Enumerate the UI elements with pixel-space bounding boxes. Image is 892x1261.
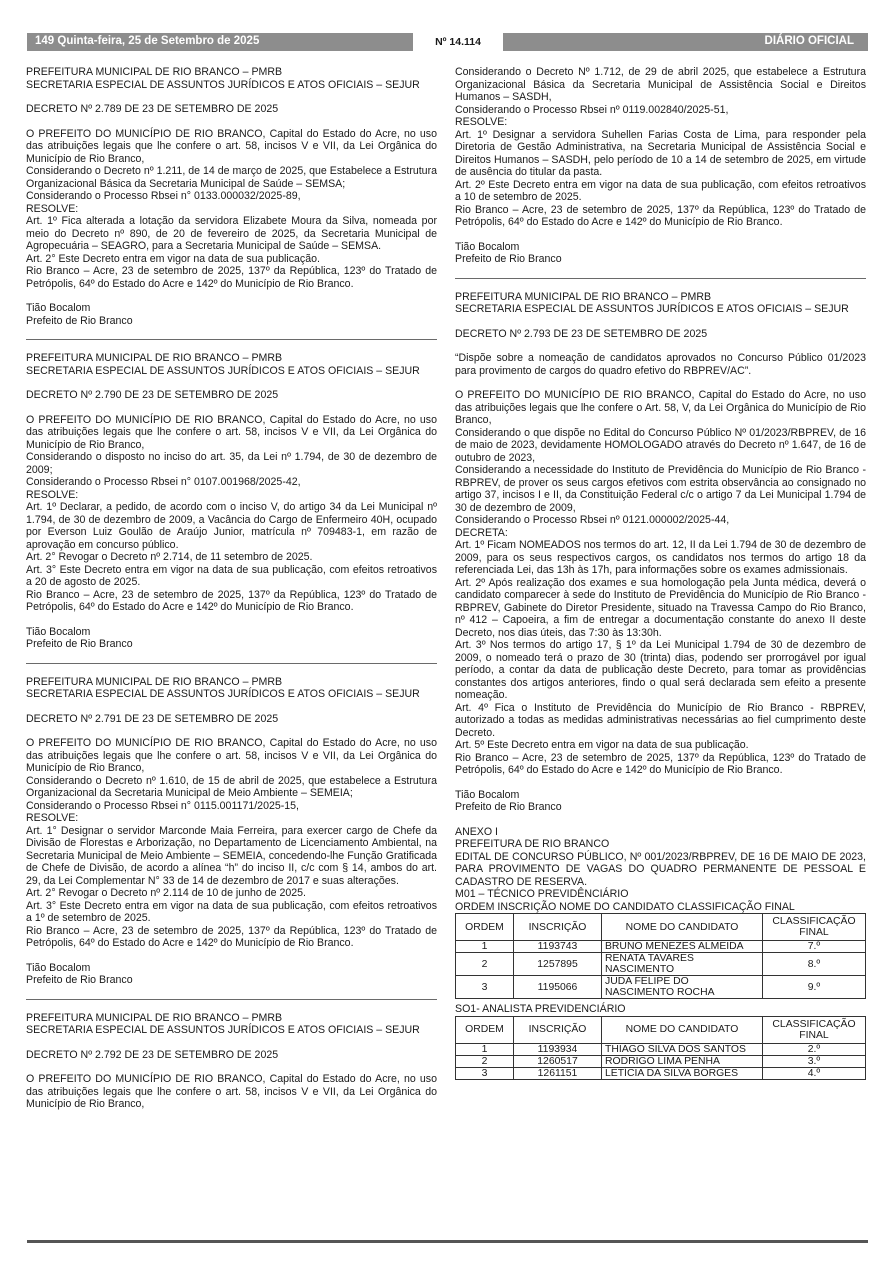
org-name: PREFEITURA MUNICIPAL DE RIO BRANCO – PMRB xyxy=(26,1011,283,1024)
table-row xyxy=(456,1055,866,1067)
cell-registration: 1195066 xyxy=(514,976,602,999)
candidates-table-so1 xyxy=(455,1016,866,1080)
paragraph: Art. 5º Este Decreto entra em vigor na data de sua publicação. xyxy=(455,739,749,751)
cell-registration: 1193743 xyxy=(514,941,602,953)
org-name: PREFEITURA MUNICIPAL DE RIO BRANCO – PMRB xyxy=(26,352,283,364)
paragraph: Rio Branco – Acre, 23 de setembro de 2025, 137º da República, 123º do Tratado de Petrópolis, 64º do Estado do Acre e 142º do Município de Rio Branco. xyxy=(26,588,437,613)
cell-name: RODRIGO LIMA PENHA xyxy=(602,1055,763,1067)
signer-name: Tião Bocalom xyxy=(455,240,520,253)
cell-order: 3 xyxy=(456,976,514,999)
page-date: 149 Quinta-feira, 25 de Setembro de 2025 xyxy=(35,35,260,47)
divider xyxy=(455,278,866,279)
table-row xyxy=(456,953,866,976)
paragraph: DECRETA: xyxy=(455,526,508,539)
paragraph: Considerando o Processo Rbsei n° 0115.001171/2025-15, xyxy=(26,799,299,812)
paragraph: RESOLVE: xyxy=(455,116,508,128)
footer-rule xyxy=(27,1240,868,1243)
cell-order: 1 xyxy=(456,941,514,953)
paragraph: Art. 2º Este Decreto entra em vigor na data de sua publicação, com efeitos retroativos a 10 de setembro de 2025. xyxy=(455,178,866,203)
paragraph: Art. 1º Declarar, a pedido, de acordo com o inciso V, do artigo 34 da Lei Municipal nº 1.794, de 30 de dezembro de 2009, a Vacância do Cargo de Enfermeiro 40H, ocupado por Everson Luiz Goulão de Araújo Junior, matrícula nº 709483-1, em razão de aprovação em concurso público. xyxy=(26,501,437,551)
decree-2789 xyxy=(26,66,437,327)
col-header: CLASSIFICAÇÃO FINAL xyxy=(763,914,866,941)
paragraph: Considerando o disposto no inciso do art. 35, da Lei nº 1.794, de 30 de dezembro de 2009; xyxy=(26,451,437,476)
paragraph: O PREFEITO DO MUNICÍPIO DE RIO BRANCO, Capital do Estado do Acre, no uso das atribuições legais que lhe confere o art. 58, incisos V e VII, da Lei Orgânica do Município de Rio Branco, xyxy=(26,1073,437,1110)
cell-name: RENATA TAVARES NASCIMENTO xyxy=(602,953,763,976)
cell-name: LETÍCIA DA SILVA BORGES xyxy=(602,1067,763,1079)
paragraph: Art. 2º Após realização dos exames e sua homologação pela Junta médica, deverá o candidato comparecer à sede do Instituto de Previdência do Município de Rio Branco - RBPREV, Gabinete do Diretor Presidente, situado na Travessa Campo do Rio Branco, nº 412 – Capoeira, a fim de entregar a documentação constante do anexo II deste Decreto, nos dias úteis, das 7:30 às 13:30h. xyxy=(455,576,866,639)
cell-order: 3 xyxy=(456,1067,514,1079)
decree-2790 xyxy=(26,352,437,651)
signer-role: Prefeito de Rio Branco xyxy=(455,801,562,813)
table-header-row xyxy=(456,914,866,941)
org-secretariat: SECRETARIA ESPECIAL DE ASSUNTOS JURÍDICOS E ATOS OFICIAIS – SEJUR xyxy=(26,1024,420,1036)
cell-registration: 1261151 xyxy=(514,1067,602,1079)
cell-name: JUDA FELIPE DO NASCIMENTO ROCHA xyxy=(602,976,763,999)
page-header xyxy=(27,33,868,51)
paragraph: Art. 2° Revogar o Decreto nº 2.714, de 11 setembro de 2025. xyxy=(26,551,313,563)
paragraph: Art. 2° Revogar o Decreto nº 2.114 de 10 de junho de 2025. xyxy=(26,887,307,899)
paragraph: Art. 2° Este Decreto entra em vigor na data de sua publicação. xyxy=(26,252,320,265)
candidates-table-m01 xyxy=(455,913,866,999)
decree-2792 xyxy=(26,1012,437,1111)
table-header-row xyxy=(456,1016,866,1043)
paragraph: Rio Branco – Acre, 23 de setembro de 2025, 137º da República, 123º do Tratado de Petrópolis, 64º do Estado do Acre e 142º do Município de Rio Branco. xyxy=(26,265,437,290)
annex-columns-line: ORDEM INSCRIÇÃO NOME DO CANDIDATO CLASSIFICAÇÃO FINAL xyxy=(455,900,795,913)
decree-title: DECRETO Nº 2.790 DE 23 DE SETEMBRO DE 2025 xyxy=(26,389,279,401)
decree-title: DECRETO Nº 2.789 DE 23 DE SETEMBRO DE 2025 xyxy=(26,103,279,115)
right-column xyxy=(455,66,866,1080)
edition-number: Nº 14.114 xyxy=(413,33,503,51)
cell-registration: 1257895 xyxy=(514,953,602,976)
table-row xyxy=(456,1067,866,1079)
signer-name: Tião Bocalom xyxy=(26,961,91,974)
signer-role: Prefeito de Rio Branco xyxy=(455,253,562,265)
org-secretariat: SECRETARIA ESPECIAL DE ASSUNTOS JURÍDICOS E ATOS OFICIAIS – SEJUR xyxy=(455,303,849,315)
paragraph: Considerando o Processo Rbsei nº 0121.000002/2025-44, xyxy=(455,514,730,526)
col-header: ORDEM xyxy=(456,914,514,941)
decree-2791 xyxy=(26,676,437,987)
annex-title: ANEXO I xyxy=(455,825,498,838)
table-row xyxy=(456,976,866,999)
paragraph: RESOLVE: xyxy=(26,488,79,501)
paragraph: Considerando o Processo Rbsei n° 0107.001968/2025-42, xyxy=(26,476,301,488)
decree-title: DECRETO Nº 2.793 DE 23 DE SETEMBRO DE 2025 xyxy=(455,327,708,340)
col-header: INSCRIÇÃO xyxy=(514,1016,602,1043)
table-row xyxy=(456,1043,866,1055)
paragraph: O PREFEITO DO MUNICÍPIO DE RIO BRANCO, Capital do Estado do Acre, no uso das atribuições legais que lhe confere o art. 58, incisos V e VII, da Lei Orgânica do Município de Rio Branco, xyxy=(26,127,437,165)
annex-edital: EDITAL DE CONCURSO PÚBLICO, Nº 001/2023/RBPREV, DE 16 DE MAIO DE 2023, PARA PROVIMENTO DE VAGAS DO QUADRO PERMANENTE DE PESSOAL E CADASTRO DE RESERVA. xyxy=(455,850,866,888)
cell-order: 2 xyxy=(456,953,514,976)
paragraph: O PREFEITO DO MUNICÍPIO DE RIO BRANCO, Capital do Estado do Acre, no uso das atribuições legais que lhe confere o art. 58, incisos V e VII, da Lei Orgânica do Município de Rio Branco, xyxy=(26,413,437,451)
cell-name: THIAGO SILVA DOS SANTOS xyxy=(602,1043,763,1055)
org-name: PREFEITURA MUNICIPAL DE RIO BRANCO – PMRB xyxy=(26,675,283,688)
signer-name: Tião Bocalom xyxy=(26,625,91,638)
cell-registration: 1260517 xyxy=(514,1055,602,1067)
annex-position-so1: SO1- ANALISTA PREVIDENCIÁRIO xyxy=(455,1003,626,1015)
divider xyxy=(26,663,437,664)
paragraph: Art. 3º Nos termos do artigo 17, § 1º da Lei Municipal 1.794 de 30 de dezembro de 2009, o nomeado terá o prazo de 30 (trinta) dias, podendo ser prorrogável por igual período, a contar da data de publicação deste Decreto, para tomar as providências constantes dos artigos anteriores, findo o qual será declarada sem efeito a presente nomeação. xyxy=(455,639,866,701)
org-secretariat: SECRETARIA ESPECIAL DE ASSUNTOS JURÍDICOS E ATOS OFICIAIS – SEJUR xyxy=(26,78,420,91)
cell-order: 2 xyxy=(456,1055,514,1067)
paragraph: Art. 1° Designar o servidor Marconde Maia Ferreira, para exercer cargo de Chefe da Divisão de Florestas e Arborização, no Departamento de Licenciamento Ambiental, na Secretaria Municipal de Meio Ambiente – SEMEIA, concedendo-lhe Função Gratificada de Chefe de Divisão, de acordo a alínea “h” do inciso II, c/c com § 14, ambos do art. 29, da Lei Complementar N° 33 de 14 de dezembro de 2017 e suas alterações. xyxy=(26,824,437,887)
paragraph: RESOLVE: xyxy=(26,812,79,824)
paragraph: Considerando o Processo Rbsei n° 0133.000032/2025-89, xyxy=(26,190,301,202)
signer-role: Prefeito de Rio Branco xyxy=(26,638,133,650)
decree-title: DECRETO Nº 2.792 DE 23 DE SETEMBRO DE 2025 xyxy=(26,1048,279,1061)
col-header: CLASSIFICAÇÃO FINAL xyxy=(763,1016,866,1043)
annex-org: PREFEITURA DE RIO BRANCO xyxy=(455,838,610,850)
decree-2793 xyxy=(455,291,866,1080)
decree-summary: “Dispõe sobre a nomeação de candidatos aprovados no Concurso Público 01/2023 para provimento de cargos do quadro efetivo do RBPREV/AC”. xyxy=(455,352,866,377)
paragraph: Art. 3° Este Decreto entra em vigor na data de sua publicação, com efeitos retroativos a 20 de agosto de 2025. xyxy=(26,563,437,588)
paragraph: Considerando o Decreto nº 1.610, de 15 de abril de 2025, que estabelece a Estrutura Organizacional da Secretaria Municipal de Meio Ambiente – SEMEIA; xyxy=(26,774,437,799)
signer-name: Tião Bocalom xyxy=(455,788,520,801)
signer-role: Prefeito de Rio Branco xyxy=(26,314,133,327)
cell-rank: 7.º xyxy=(763,941,866,953)
signer-name: Tião Bocalom xyxy=(26,302,91,314)
paragraph: O PREFEITO DO MUNICÍPIO DE RIO BRANCO, Capital do Estado do Acre, no uso das atribuições legais que lhe confere o art. 58, incisos V e VII, da Lei Orgânica do Município de Rio Branco, xyxy=(26,737,437,774)
table-row xyxy=(456,941,866,953)
org-name: PREFEITURA MUNICIPAL DE RIO BRANCO – PMRB xyxy=(26,66,283,78)
cell-name: BRUNO MENEZES ALMEIDA xyxy=(602,941,763,953)
paragraph: Art. 1º Ficam NOMEADOS nos termos do art. 12, II da Lei 1.794 de 30 de dezembro de 2009, para os seus respectivos cargos, os candidatos nos termos do artigo 18 da referenciada Lei, das 13h às 17h, para informações sobre os exames admissionais. xyxy=(455,539,866,576)
paragraph: Considerando o que dispõe no Edital do Concurso Público Nº 01/2023/RBPREV, de 16 de maio de 2023, devidamente HOMOLOGADO através do Decreto nº 1.647, de 16 de outubro de 2023, xyxy=(455,426,866,464)
cell-rank: 8.º xyxy=(763,953,866,976)
paragraph: Rio Branco – Acre, 23 de setembro de 2025, 137º da República, 123º do Tratado de Petrópolis, 64º do Estado do Acre e 142º do Município de Rio Branco. xyxy=(26,924,437,949)
divider xyxy=(26,999,437,1000)
cell-rank: 4.º xyxy=(763,1067,866,1079)
org-secretariat: SECRETARIA ESPECIAL DE ASSUNTOS JURÍDICOS E ATOS OFICIAIS – SEJUR xyxy=(26,364,420,377)
paragraph: Rio Branco – Acre, 23 de setembro de 2025, 137º da República, 123º do Tratado de Petrópolis, 64º do Estado do Acre e 142º do Município de Rio Branco. xyxy=(455,751,866,776)
cell-rank: 3.º xyxy=(763,1055,866,1067)
signer-role: Prefeito de Rio Branco xyxy=(26,974,133,986)
col-header: INSCRIÇÃO xyxy=(514,914,602,941)
cell-rank: 9.º xyxy=(763,976,866,999)
paragraph: Art. 1º Fica alterada a lotação da servidora Elizabete Moura da Silva, nomeada por meio do Decreto nº 890, de 20 de fevereiro de 2025, da Secretaria Municipal de Agropecuária – SEAGRO, para a Secretaria Municipal de Saúde – SEMSA. xyxy=(26,215,437,252)
org-name: PREFEITURA MUNICIPAL DE RIO BRANCO – PMRB xyxy=(455,290,712,303)
paragraph: Art. 3° Este Decreto entra em vigor na data de sua publicação, com efeitos retroativos a 1º de setembro de 2025. xyxy=(26,899,437,924)
col-header: NOME DO CANDIDATO xyxy=(602,914,763,941)
paragraph: Considerando o Decreto Nº 1.712, de 29 de abril 2025, que estabelece a Estrutura Organizacional Básica da Secretaria Municipal de Assistência Social e Direitos Humanos – SASDH, xyxy=(455,66,866,103)
paragraph: Art. 4º Fica o Instituto de Previdência do Município de Rio Branco - RBPREV, autorizado a todas as medidas administrativas necessárias ao fiel cumprimento deste Decreto. xyxy=(455,701,866,739)
cell-registration: 1193934 xyxy=(514,1043,602,1055)
cell-rank: 2.º xyxy=(763,1043,866,1055)
journal-title: DIÁRIO OFICIAL xyxy=(764,35,854,47)
left-column xyxy=(26,66,437,1111)
col-header: NOME DO CANDIDATO xyxy=(602,1016,763,1043)
org-secretariat: SECRETARIA ESPECIAL DE ASSUNTOS JURÍDICOS E ATOS OFICIAIS – SEJUR xyxy=(26,688,420,700)
annex-position-m01: M01 – TÉCNICO PREVIDÊNCIÁRIO xyxy=(455,888,629,900)
cell-order: 1 xyxy=(456,1043,514,1055)
paragraph: Rio Branco – Acre, 23 de setembro de 2025, 137º da República, 123º do Tratado de Petrópolis, 64º do Estado do Acre e 142º do Município de Rio Branco. xyxy=(455,203,866,228)
decree-title: DECRETO Nº 2.791 DE 23 DE SETEMBRO DE 2025 xyxy=(26,712,279,725)
decree-2792-continued xyxy=(455,66,866,266)
paragraph: Considerando a necessidade do Instituto de Previdência do Município de Rio Branco - RBPREV, de prover os seus cargos efetivos com estrita observância ao consignado no artigo 37, incisos I e II, da Constituição Federal c/c o artigo 7 da Lei Municipal 1.794 de 30 de dezembro de 2009, xyxy=(455,464,866,514)
divider xyxy=(26,339,437,340)
paragraph: Art. 1º Designar a servidora Suhellen Farias Costa de Lima, para responder pela Diretoria de Gestão Administrativa, na Secretaria Municipal de Assistência Social e Direitos Humanos – SASDH, pelo período de 10 a 14 de setembro de 2025, em virtude de ausência do titular da pasta. xyxy=(455,128,866,178)
paragraph: Considerando o Decreto nº 1.211, de 14 de março de 2025, que Estabelece a Estrutura Organizacional Básica da Secretaria Municipal de Saúde – SEMSA; xyxy=(26,165,437,190)
col-header: ORDEM xyxy=(456,1016,514,1043)
paragraph: Considerando o Processo Rbsei nº 0119.002840/2025-51, xyxy=(455,103,729,116)
paragraph: RESOLVE: xyxy=(26,202,79,215)
paragraph: O PREFEITO DO MUNICÍPIO DE RIO BRANCO, Capital do Estado do Acre, no uso das atribuições legais que lhe confere o Art. 58, V, da Lei Orgânica do Município de Rio Branco, xyxy=(455,389,866,426)
